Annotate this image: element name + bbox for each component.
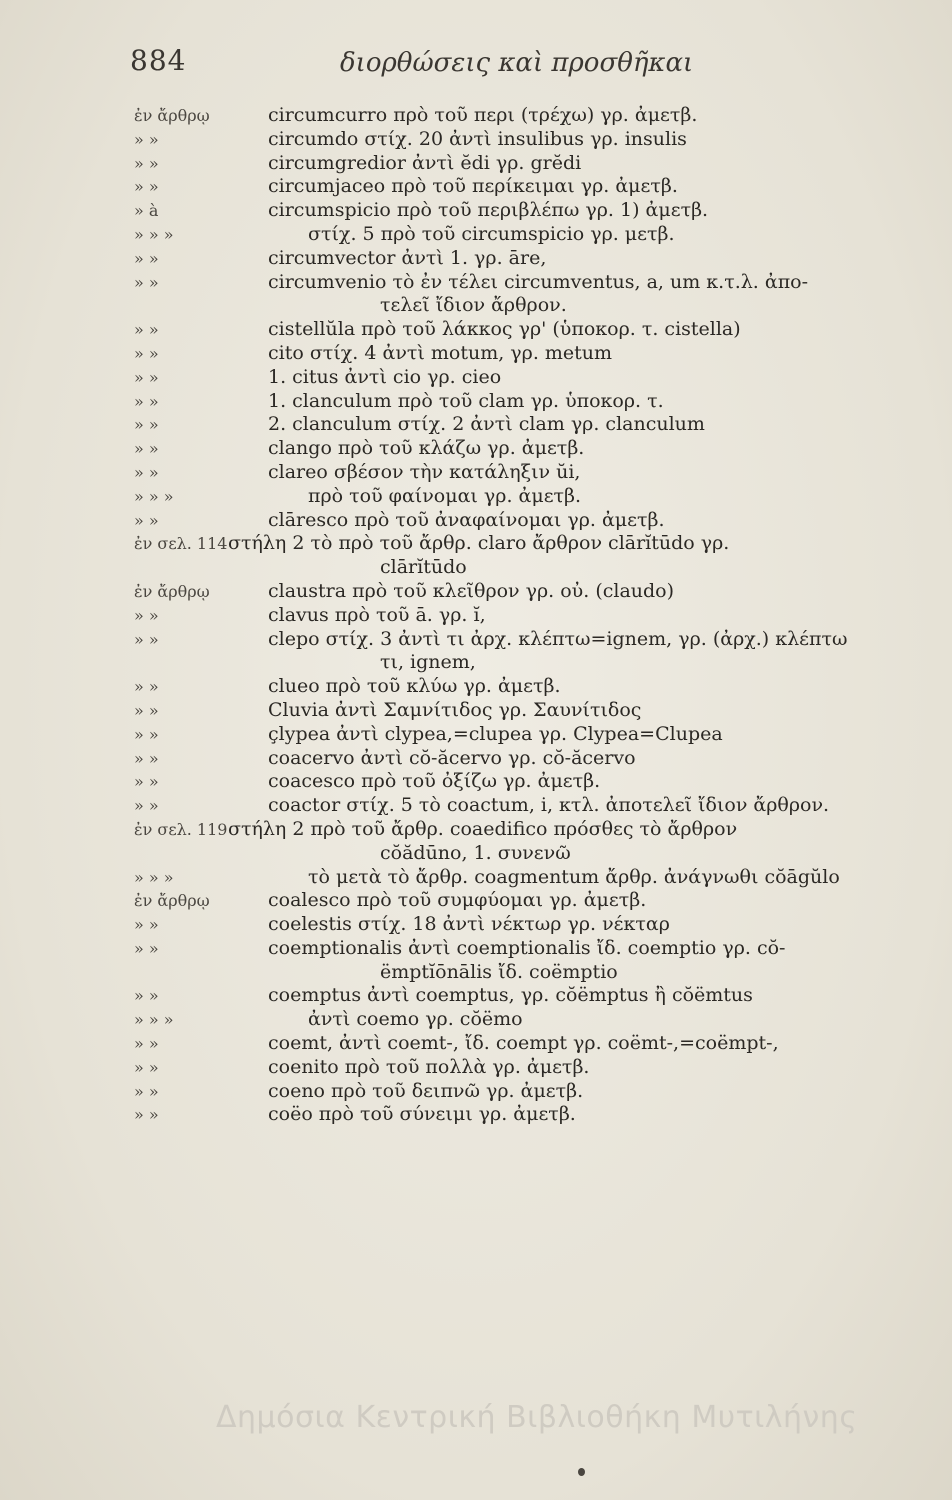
entry-location: » » » xyxy=(134,1010,174,1030)
errata-line xyxy=(0,128,952,152)
entry-text: στήλη 2 τὸ πρὸ τοῦ ἄρθρ. claro ἄρθρον clārĭtūdo γρ. xyxy=(228,532,730,555)
entry-location: » » xyxy=(134,915,159,935)
entry-text: coemptionalis ἀντὶ coemptionalis ἴδ. coemptio γρ. cŏ- xyxy=(268,936,786,959)
entry-location: » » xyxy=(134,439,159,459)
errata-line xyxy=(0,556,952,580)
entry-location: » » » xyxy=(134,867,174,887)
entry-text: τι, ignem, xyxy=(380,651,476,674)
errata-line xyxy=(0,532,952,556)
entry-text: circumvector ἀντὶ 1. γρ. āre, xyxy=(268,246,547,269)
entry-text: ἀντὶ coemo γρ. cŏëmo xyxy=(308,1008,523,1031)
entry-text: coalesco πρὸ τοῦ συμφύομαι γρ. ἀμετβ. xyxy=(268,889,647,912)
entry-text: ëmptĭōnālis ἴδ. coëmptio xyxy=(380,960,618,983)
entry-location: ἐν ἄρθρῳ xyxy=(134,891,210,911)
entry-location: » » xyxy=(134,677,159,697)
entry-text: clueo πρὸ τοῦ κλύω γρ. ἀμετβ. xyxy=(268,675,561,698)
entry-text: τελεῖ ἴδιον ἄρθρον. xyxy=(380,294,567,317)
errata-line xyxy=(0,770,952,794)
entry-location: ἐν ἄρθρῳ xyxy=(134,581,210,601)
entry-location: » » xyxy=(134,1057,159,1077)
entry-text: cistellŭla πρὸ τοῦ λάκκος γρ' (ὑποκορ. τ. cistella) xyxy=(268,318,741,341)
errata-line xyxy=(0,318,952,342)
entry-text: coemptus ἀντὶ coemptus, γρ. cŏëmptus ἢ cŏëmtus xyxy=(268,984,753,1007)
entry-location: » » xyxy=(134,629,159,649)
entry-text: circumvenio τὸ ἐν τέλει circumventus, a, um κ.τ.λ. ἀπο- xyxy=(268,270,809,293)
entry-location: » » xyxy=(134,938,159,958)
errata-line xyxy=(0,485,952,509)
errata-line xyxy=(0,580,952,604)
entry-text: coeno πρὸ τοῦ δειπνῶ γρ. ἀμετβ. xyxy=(268,1079,584,1102)
errata-line xyxy=(0,175,952,199)
errata-line xyxy=(0,937,952,961)
errata-line xyxy=(0,747,952,771)
errata-line xyxy=(0,628,952,652)
entry-text: Cluvia ἀντὶ Σαμνίτιδος γρ. Σαυνίτιδος xyxy=(268,698,642,721)
entry-text: clango πρὸ τοῦ κλάζω γρ. ἀμετβ. xyxy=(268,437,585,460)
entry-location: » » xyxy=(134,177,159,197)
errata-line xyxy=(0,675,952,699)
errata-line xyxy=(0,818,952,842)
entry-location: » » xyxy=(134,1081,159,1101)
errata-list xyxy=(0,104,952,1127)
errata-line xyxy=(0,104,952,128)
page-number: 884 xyxy=(130,44,187,77)
entry-location: » » » xyxy=(134,486,174,506)
entry-location: » » xyxy=(134,391,159,411)
entry-location: » » xyxy=(134,605,159,625)
entry-text: clepo στίχ. 3 ἀντὶ τι ἀρχ. κλέπτω=ignem, γρ. (ἀρχ.) κλέπτω xyxy=(268,627,848,650)
errata-line xyxy=(0,1008,952,1032)
entry-text: circumcurro πρὸ τοῦ περι (τρέχω) γρ. ἀμετβ. xyxy=(268,104,698,126)
entry-location: » » xyxy=(134,724,159,744)
entry-text: clareo σβέσον τὴν κατάληξιν ŭi, xyxy=(268,460,581,483)
entry-text: 1. clanculum πρὸ τοῦ clam γρ. ὑποκορ. τ. xyxy=(268,389,664,412)
entry-location: » » » xyxy=(134,224,174,244)
errata-line xyxy=(0,1103,952,1127)
entry-text: circumjaceo πρὸ τοῦ περίκειμαι γρ. ἀμετβ. xyxy=(268,175,678,198)
errata-line xyxy=(0,699,952,723)
library-watermark: Δημόσια Κεντρική Βιβλιοθήκη Μυτιλήνης xyxy=(216,1400,858,1435)
entry-text: coëo πρὸ τοῦ σύνειμι γρ. ἀμετβ. xyxy=(268,1103,576,1126)
entry-text: coelestis στίχ. 18 ἀντὶ νέκτωρ γρ. νέκταρ xyxy=(268,913,670,936)
errata-line xyxy=(0,961,952,985)
entry-text: circumgredior ἀντὶ ĕdi γρ. grĕdi xyxy=(268,151,582,174)
errata-line xyxy=(0,866,952,890)
page-header xyxy=(0,44,952,94)
ink-dot xyxy=(578,1468,585,1476)
entry-text: τὸ μετὰ τὸ ἄρθρ. coagmentum ἄρθρ. ἀνάγνωθι cŏāgŭlo xyxy=(308,865,840,888)
errata-line xyxy=(0,294,952,318)
entry-location: » » xyxy=(134,367,159,387)
errata-line xyxy=(0,913,952,937)
entry-location: ἐν σελ. 114 xyxy=(134,534,228,554)
errata-line xyxy=(0,199,952,223)
entry-text: cito στίχ. 4 ἀντὶ motum, γρ. metum xyxy=(268,341,613,364)
entry-text: claustra πρὸ τοῦ κλεῖθρον γρ. οὐ. (claudo) xyxy=(268,579,675,602)
entry-text: coemt, ἀντὶ coemt-, ἴδ. coempt γρ. coëmt-,=coëmpt-, xyxy=(268,1032,779,1055)
entry-location: » » xyxy=(134,129,159,149)
errata-line xyxy=(0,604,952,628)
errata-line xyxy=(0,651,952,675)
entry-location: » » xyxy=(134,343,159,363)
errata-line xyxy=(0,794,952,818)
entry-text: clāresco πρὸ τοῦ ἀναφαίνομαι γρ. ἀμετβ. xyxy=(268,508,665,531)
entry-text: coenito πρὸ τοῦ πολλὰ γρ. ἀμετβ. xyxy=(268,1055,590,1078)
entry-location: » » xyxy=(134,320,159,340)
errata-line xyxy=(0,152,952,176)
entry-location: » » xyxy=(134,272,159,292)
errata-line xyxy=(0,461,952,485)
errata-line xyxy=(0,342,952,366)
entry-location: » » xyxy=(134,986,159,1006)
entry-location: » » xyxy=(134,248,159,268)
entry-text: circumdo στίχ. 20 ἀντὶ insulibus γρ. insulis xyxy=(268,127,687,150)
errata-line xyxy=(0,509,952,533)
errata-line xyxy=(0,390,952,414)
entry-location: » » xyxy=(134,510,159,530)
errata-line xyxy=(0,1056,952,1080)
entry-location: » » xyxy=(134,462,159,482)
entry-text: clārĭtūdo xyxy=(380,556,467,579)
entry-location: » » xyxy=(134,1034,159,1054)
errata-line xyxy=(0,247,952,271)
entry-text: çlypea ἀντὶ clypea,=clupea γρ. Clypea=Clupea xyxy=(268,722,723,745)
errata-line xyxy=(0,413,952,437)
errata-line xyxy=(0,889,952,913)
errata-line xyxy=(0,223,952,247)
entry-location: » » xyxy=(134,1105,159,1125)
entry-text: 1. citus ἀντὶ cio γρ. cieo xyxy=(268,365,502,388)
errata-line xyxy=(0,271,952,295)
errata-line xyxy=(0,842,952,866)
entry-text: circumspicio πρὸ τοῦ περιβλέπω γρ. 1) ἀμετβ. xyxy=(268,199,709,222)
entry-location: ἐν σελ. 119 xyxy=(134,819,228,839)
errata-line xyxy=(0,366,952,390)
running-title: διορθώσεις καὶ προσθῆκαι xyxy=(340,48,694,78)
errata-line xyxy=(0,1080,952,1104)
entry-text: coacervo ἀντὶ cŏ-ăcervo γρ. cŏ-ăcervo xyxy=(268,746,636,769)
entry-location: » à xyxy=(134,201,159,221)
entry-location: ἐν ἄρθρῳ xyxy=(134,106,210,125)
entry-location: » » xyxy=(134,415,159,435)
entry-location: » » xyxy=(134,153,159,173)
errata-line xyxy=(0,984,952,1008)
entry-text: coactor στίχ. 5 τὸ coactum, i, κτλ. ἀποτελεῖ ἴδιον ἄρθρον. xyxy=(268,794,830,817)
entry-location: » » xyxy=(134,796,159,816)
errata-line xyxy=(0,437,952,461)
errata-line xyxy=(0,1032,952,1056)
entry-text: cŏădūno, 1. συνενῶ xyxy=(380,841,571,864)
entry-text: πρὸ τοῦ φαίνομαι γρ. ἀμετβ. xyxy=(308,484,582,507)
entry-location: » » xyxy=(134,772,159,792)
entry-text: στήλη 2 πρὸ τοῦ ἄρθρ. coaedifico πρόσθες τὸ ἄρθρον xyxy=(228,817,738,840)
entry-text: στίχ. 5 πρὸ τοῦ circumspicio γρ. μετβ. xyxy=(308,222,675,245)
errata-line xyxy=(0,723,952,747)
entry-text: coacesco πρὸ τοῦ ὀξίζω γρ. ἀμετβ. xyxy=(268,770,601,793)
entry-text: 2. clanculum στίχ. 2 ἀντὶ clam γρ. clanculum xyxy=(268,413,705,436)
entry-location: » » xyxy=(134,700,159,720)
entry-text: clavus πρὸ τοῦ ā. γρ. ĭ, xyxy=(268,603,486,626)
entry-location: » » xyxy=(134,748,159,768)
